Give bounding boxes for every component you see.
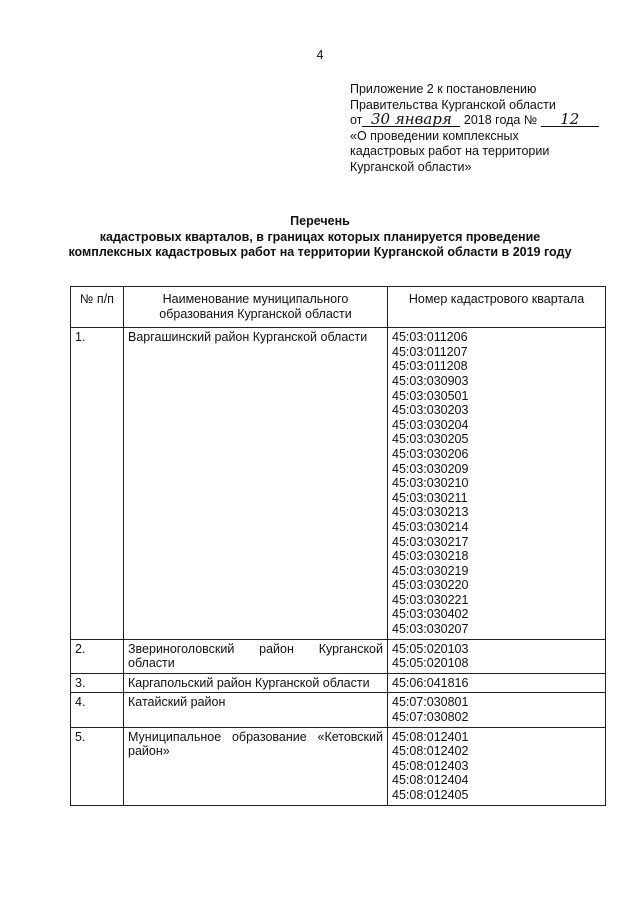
- cadastral-code: 45:03:011208: [392, 359, 468, 374]
- page-number: 4: [316, 48, 324, 62]
- cadastral-code: 45:03:030206: [392, 446, 469, 461]
- cadastral-code: 45:06:041816: [392, 675, 469, 690]
- cadastral-code: 45:03:030218: [392, 549, 469, 564]
- table-header-row: [71, 287, 606, 328]
- appendix-date-line: [350, 110, 610, 129]
- cadastral-code: 45:03:011206: [392, 330, 468, 345]
- row-number: 5.: [71, 727, 124, 805]
- cadastral-code: 45:05:020103: [392, 641, 469, 656]
- cadastral-code: 45:03:030219: [392, 563, 469, 578]
- cadastral-code: 45:03:030213: [392, 505, 469, 520]
- handwritten-date: 30 января: [362, 113, 460, 127]
- cadastral-code: 45:03:030207: [392, 622, 469, 637]
- table-body: [71, 328, 606, 805]
- cadastral-code: 45:08:012402: [392, 744, 469, 759]
- cadastral-codes: [388, 693, 606, 727]
- table-row: [71, 693, 606, 727]
- cadastral-code: 45:03:030221: [392, 592, 469, 607]
- cadastral-code: 45:03:030214: [392, 519, 469, 534]
- cadastral-code: 45:03:030903: [392, 373, 469, 388]
- year-label: 2018 года №: [463, 113, 538, 127]
- table-row: [71, 639, 606, 673]
- cadastral-code: 45:03:030203: [392, 403, 469, 418]
- cadastral-code: 45:03:030205: [392, 432, 469, 447]
- title-line-3: комплексных кадастровых работ на территории Курганской области в 2019 году: [68, 245, 572, 259]
- table-row: [71, 328, 606, 639]
- cadastral-code: 45:08:012404: [392, 773, 469, 788]
- cadastral-table: [70, 286, 606, 806]
- from-label: от: [350, 113, 363, 127]
- cadastral-code: 45:03:011207: [392, 344, 468, 359]
- row-number: 3.: [71, 673, 124, 693]
- header-num: № п/п: [71, 287, 124, 328]
- cadastral-code: 45:07:030802: [392, 710, 469, 725]
- cadastral-code: 45:03:030217: [392, 534, 469, 549]
- cadastral-codes: [388, 673, 606, 693]
- cadastral-codes: [388, 328, 606, 639]
- municipality-name: Каргапольский район Курганской области: [124, 673, 388, 693]
- cadastral-code: 45:03:030209: [392, 461, 469, 476]
- cadastral-codes: [388, 639, 606, 673]
- cadastral-code: 45:03:030220: [392, 578, 469, 593]
- handwritten-number: 12: [541, 113, 599, 127]
- row-number: 2.: [71, 639, 124, 673]
- cadastral-codes: [388, 727, 606, 805]
- appendix-header: [350, 82, 610, 175]
- appendix-title-line-2: кадастровых работ на территории: [350, 144, 550, 158]
- municipality-name: Муниципальное образование «Кетовский район»: [124, 727, 388, 805]
- cadastral-code: 45:03:030211: [392, 490, 468, 505]
- cadastral-code: 45:08:012403: [392, 758, 469, 773]
- cadastral-code: 45:03:030210: [392, 476, 469, 491]
- cadastral-code: 45:03:030204: [392, 417, 469, 432]
- cadastral-code: 45:05:020108: [392, 656, 469, 671]
- table-row: [71, 673, 606, 693]
- document-title: [0, 214, 640, 261]
- row-number: 1.: [71, 328, 124, 639]
- appendix-line-1: Приложение 2 к постановлению: [350, 82, 537, 96]
- municipality-name: Катайский район: [124, 693, 388, 727]
- appendix-title-line-3: Курганской области»: [350, 159, 472, 174]
- cadastral-code: 45:08:012405: [392, 788, 469, 802]
- municipality-name: Звериноголовский район Курганской области: [124, 639, 388, 673]
- cadastral-code: 45:08:012401: [392, 729, 469, 744]
- row-number: 4.: [71, 693, 124, 727]
- table-row: [71, 727, 606, 805]
- cadastral-code: 45:03:030402: [392, 607, 469, 622]
- cadastral-code: 45:03:030501: [392, 388, 469, 403]
- header-name: Наименование муниципального образования Курганской области: [124, 287, 388, 328]
- appendix-title-line-1: «О проведении комплексных: [350, 128, 519, 143]
- title-line-1: Перечень: [290, 214, 350, 228]
- appendix-line-2: Правительства Курганской области: [350, 97, 556, 112]
- municipality-name: Варгашинский район Курганской области: [124, 328, 388, 639]
- header-codes: Номер кадастрового квартала: [388, 287, 606, 328]
- cadastral-code: 45:07:030801: [392, 695, 469, 710]
- title-line-2: кадастровых кварталов, в границах которых планируется проведение: [99, 229, 541, 244]
